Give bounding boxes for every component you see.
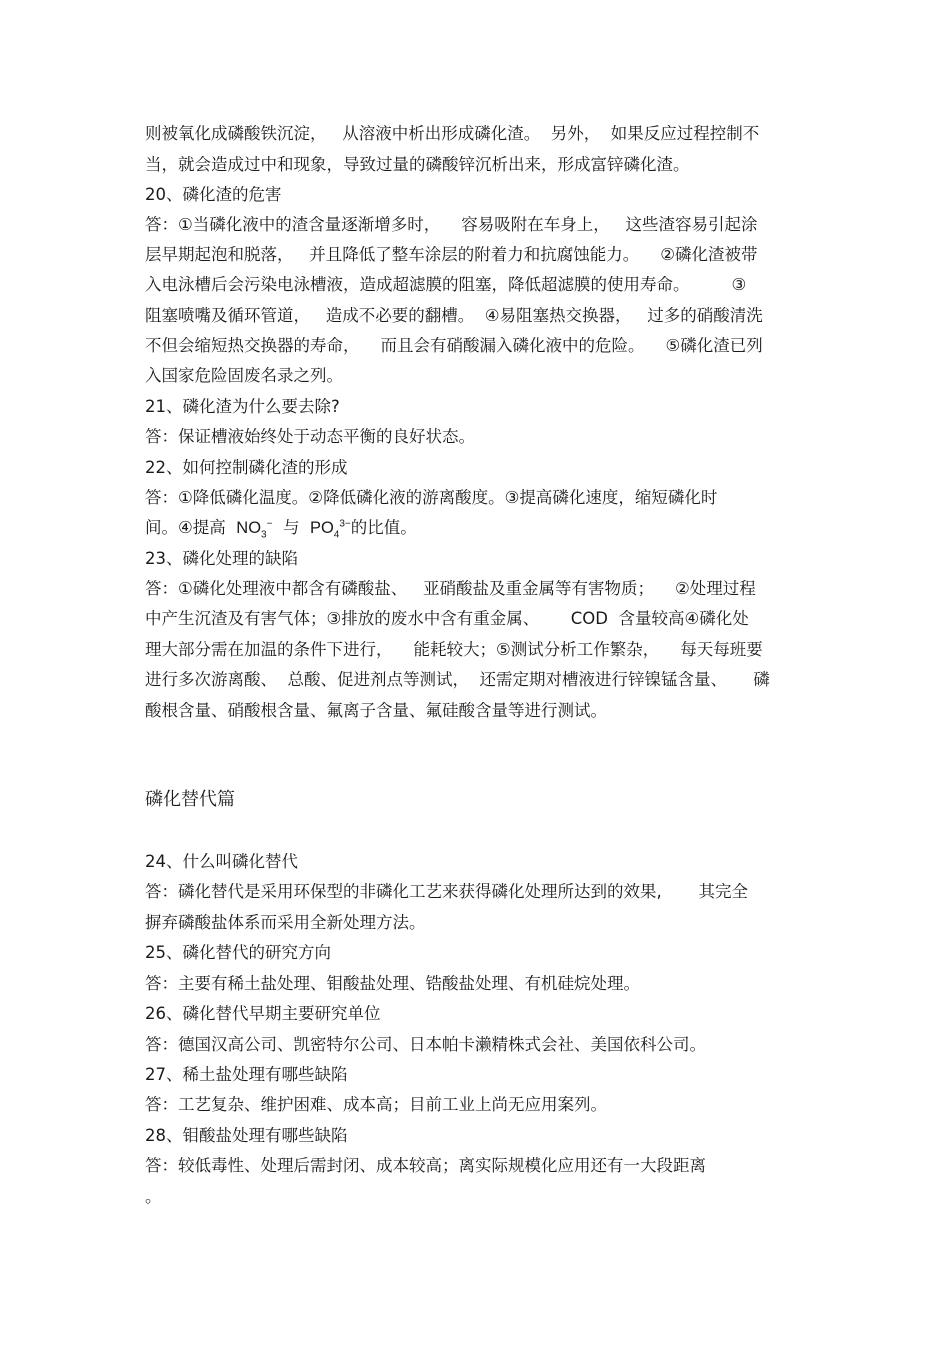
phosphate-formula [310, 519, 351, 537]
text-line: 答：德国汉高公司、凯密特尔公司、日本帕卡濑精株式会社、美国依科公司。 [145, 1035, 706, 1054]
question-heading: 24、什么叫磷化替代 [145, 852, 298, 871]
text-line: 答：①当磷化液中的渣含量逐渐增多时， 容易吸附在车身上， 这些渣容易引起涂 [145, 215, 758, 234]
line-prefix: 间。④提高 [145, 518, 237, 537]
nitrate-formula [236, 519, 272, 537]
text-line: 答：工艺复杂、维护困难、成本高；目前工业上尚无应用案列。 [145, 1095, 607, 1114]
text-line: 答：磷化替代是采用环保型的非磷化工艺来获得磷化处理所达到的效果, 其完全 [145, 882, 748, 901]
question-heading: 27、稀土盐处理有哪些缺陷 [145, 1065, 348, 1084]
nitrate-symbol: NO [236, 519, 262, 537]
chem-formula-line [145, 518, 810, 538]
phosphate-charge: 3− [339, 518, 351, 530]
phosphate-subscript: 4 [333, 529, 340, 538]
question-heading: 28、钼酸盐处理有哪些缺陷 [145, 1126, 348, 1145]
text-line: 当，就会造成过中和现象，导致过量的磷酸锌沉析出来，形成富锌磷化渣。 [145, 155, 690, 174]
text-line: 入国家危险固废名录之列。 [145, 366, 343, 385]
text-line: 理大部分需在加温的条件下进行， 能耗较大；⑤测试分析工作繁杂， 每天每班要 [145, 640, 763, 659]
question-heading: 21、磷化渣为什么要去除? [145, 397, 340, 416]
text-line: 不但会缩短热交换器的寿命， 而且会有硝酸漏入磷化液中的危险。 ⑤磷化渣已列 [145, 336, 763, 355]
text-line: 摒弃磷酸盐体系而采用全新处理方法。 [145, 913, 426, 932]
text-line: 层早期起泡和脱落， 并且降低了整车涂层的附着力和抗腐蚀能力。 ②磷化渣被带 [145, 245, 758, 264]
question-heading: 26、磷化替代早期主要研究单位 [145, 1004, 381, 1023]
question-heading: 25、磷化替代的研究方向 [145, 943, 331, 962]
question-heading: 22、如何控制磷化渣的形成 [145, 458, 348, 477]
text-line: 答：①降低磷化温度。②降低磷化液的游离酸度。③提高磷化速度，缩短磷化时 [145, 488, 718, 507]
question-heading: 20、磷化渣的危害 [145, 185, 282, 204]
text-line: 。 [145, 1187, 162, 1206]
section-title: 磷化替代篇 [145, 789, 235, 810]
text-line: 中产生沉渣及有害气体；③排放的废水中含有重金属、 COD 含量较高④磷化处 [145, 609, 749, 628]
text-line: 则被氧化成磷酸铁沉淀， 从溶液中析出形成磷化渣。 另外， 如果反应过程控制不 [145, 124, 760, 143]
text-line: 进行多次游离酸、 总酸、促进剂点等测试， 还需定期对槽液进行锌镍锰含量、 磷 [145, 670, 770, 689]
line-suffix: 的比值。 [350, 518, 417, 537]
question-heading: 23、磷化处理的缺陷 [145, 549, 298, 568]
phosphate-symbol: PO [309, 519, 334, 537]
line-mid: 与 [272, 518, 310, 537]
text-line: 阻塞喷嘴及循环管道， 造成不必要的翻槽。 ④易阻塞热交换器， 过多的硝酸清洗 [145, 306, 763, 325]
text-line: 答：保证槽液始终处于动态平衡的良好状态。 [145, 427, 475, 446]
text-line: 答：主要有稀土盐处理、钼酸盐处理、锆酸盐处理、有机硅烷处理。 [145, 974, 640, 993]
nitrate-charge: − [266, 518, 273, 530]
text-line: 答：①磷化处理液中都含有磷酸盐、 亚硝酸盐及重金属等有害物质； ②处理过程 [145, 579, 756, 598]
nitrate-subscript: 3 [261, 529, 267, 538]
text-line: 答：较低毒性、处理后需封闭、成本较高；离实际规模化应用还有一大段距离 [145, 1156, 706, 1175]
text-line: 入电泳槽后会污染电泳槽液，造成超滤膜的阻塞，降低超滤膜的使用寿命。 ③ [145, 275, 747, 294]
text-line: 酸根含量、硝酸根含量、氟离子含量、氟硅酸含量等进行测试。 [145, 701, 607, 720]
